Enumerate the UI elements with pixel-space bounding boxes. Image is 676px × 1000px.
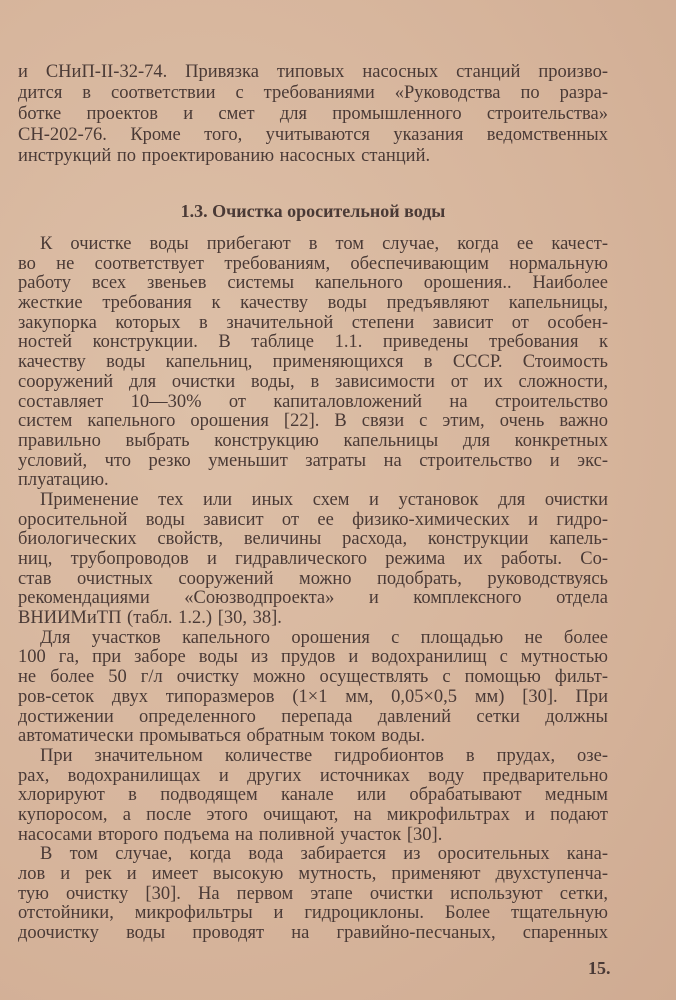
paragraph <box>18 747 608 845</box>
text-line: ниц, трубопроводов и гидравлического режима их работы. Со- <box>18 549 608 569</box>
text-line: оросительной воды зависит от ее физико-химических и гидро- <box>18 509 608 530</box>
text-line: работу всех звеньев системы капельного орошения.. Наиболее <box>18 273 608 294</box>
text-line: При значительном количестве гидробионтов в прудах, озе- <box>40 745 608 766</box>
text-line: жесткие требования к качеству воды предъявляют капельницы, <box>18 293 608 314</box>
paragraph <box>18 845 608 943</box>
text-line: качеству воды капельниц, применяющихся в СССР. Стоимость <box>18 352 608 373</box>
text-line: составляет 10—30% от капиталовложений на строительство <box>18 391 608 412</box>
text-line: рах, водохранилищах и других источниках воду предварительно <box>18 765 608 786</box>
text-line: лов и рек и имеет высокую мутность, применяют двухступенча- <box>18 864 608 884</box>
text-line: биологических свойств, величины расхода, конструкции капель- <box>18 529 608 550</box>
text-line: инструкций по проектированию насосных станций. <box>18 146 431 166</box>
text-line: и СНиП-II-32-74. Привязка типовых насосных станций произво- <box>18 62 608 82</box>
text-line: закупорка которых в значительной степени зависит от особен- <box>18 312 608 333</box>
intro-paragraph <box>18 62 608 167</box>
paragraph <box>18 235 608 491</box>
paragraph <box>18 629 608 747</box>
text-line: купоросом, а после этого очищают, на микрофильтрах и подают <box>18 804 608 825</box>
text-line: ВНИИМиТП (табл. 1.2.) [30, 38]. <box>18 608 282 629</box>
text-line: К очистке воды прибегают в том случае, когда ее качест- <box>40 234 608 254</box>
text-line: условий, что резко уменьшит затраты на строительство и экс- <box>18 450 608 471</box>
section-heading: 1.3. Очистка оросительной воды <box>180 201 446 221</box>
text-line: достижении определенного перепада давлений сетки должны <box>18 706 608 727</box>
text-line: СН-202-76. Кроме того, учитываются указания ведомственных <box>18 125 608 145</box>
text-line: ботке проектов и смет для промышленного строительства» <box>18 104 608 124</box>
text-line: Для участков капельного орошения с площадью не более <box>40 627 608 648</box>
text-line: ностей конструкции. В таблице 1.1. приведены требования к <box>18 332 608 353</box>
text-line: не более 50 г/л очистку можно осуществлять с помощью фильт- <box>18 667 608 688</box>
text-line: систем капельного орошения [22]. В связи с этим, очень важно <box>18 411 608 432</box>
text-line: автоматически промываться обратным током воды. <box>18 726 426 747</box>
text-line: отстойники, микрофильтры и гидроциклоны. Более тщательную <box>18 903 608 924</box>
text-line: рекомендациями «Союзводпроекта» и комплексного отдела <box>18 588 608 609</box>
paragraph <box>18 491 608 629</box>
text-line: став очистных сооружений можно подобрать, руководствуясь <box>18 568 608 589</box>
text-line: 100 га, при заборе воды из прудов и водохранилищ с мутностью <box>18 647 608 668</box>
text-line: ров-сеток двух типоразмеров (1×1 мм, 0,05×0,5 мм) [30]. При <box>18 686 608 707</box>
text-line: В том случае, когда вода забирается из оросительных кана- <box>40 844 608 865</box>
page-number: 15. <box>588 958 611 978</box>
text-line: хлорируют в подводящем канале или обрабатывают медным <box>18 785 608 806</box>
text-line: во не соответствует требованиям, обеспечивающим нормальную <box>18 253 608 274</box>
text-line: Применение тех или иных схем и установок для очистки <box>40 489 608 510</box>
section-body <box>18 235 608 944</box>
text-line: плуатацию. <box>18 470 109 491</box>
text-line: тую очистку [30]. На первом этапе очистки используют сетки, <box>18 883 608 904</box>
text-line: сооружений для очистки воды, в зависимости от их сложности, <box>18 371 608 392</box>
document-page <box>18 62 608 944</box>
text-line: правильно выбрать конструкцию капельницы для конкретных <box>18 430 608 451</box>
text-line: дится в соответствии с требованиями «Руководства по разра- <box>18 83 608 103</box>
text-line: доочистку воды проводят на гравийно-песчаных, спаренных <box>18 923 608 944</box>
text-line: насосами второго подъема на поливной участок [30]. <box>18 824 443 845</box>
